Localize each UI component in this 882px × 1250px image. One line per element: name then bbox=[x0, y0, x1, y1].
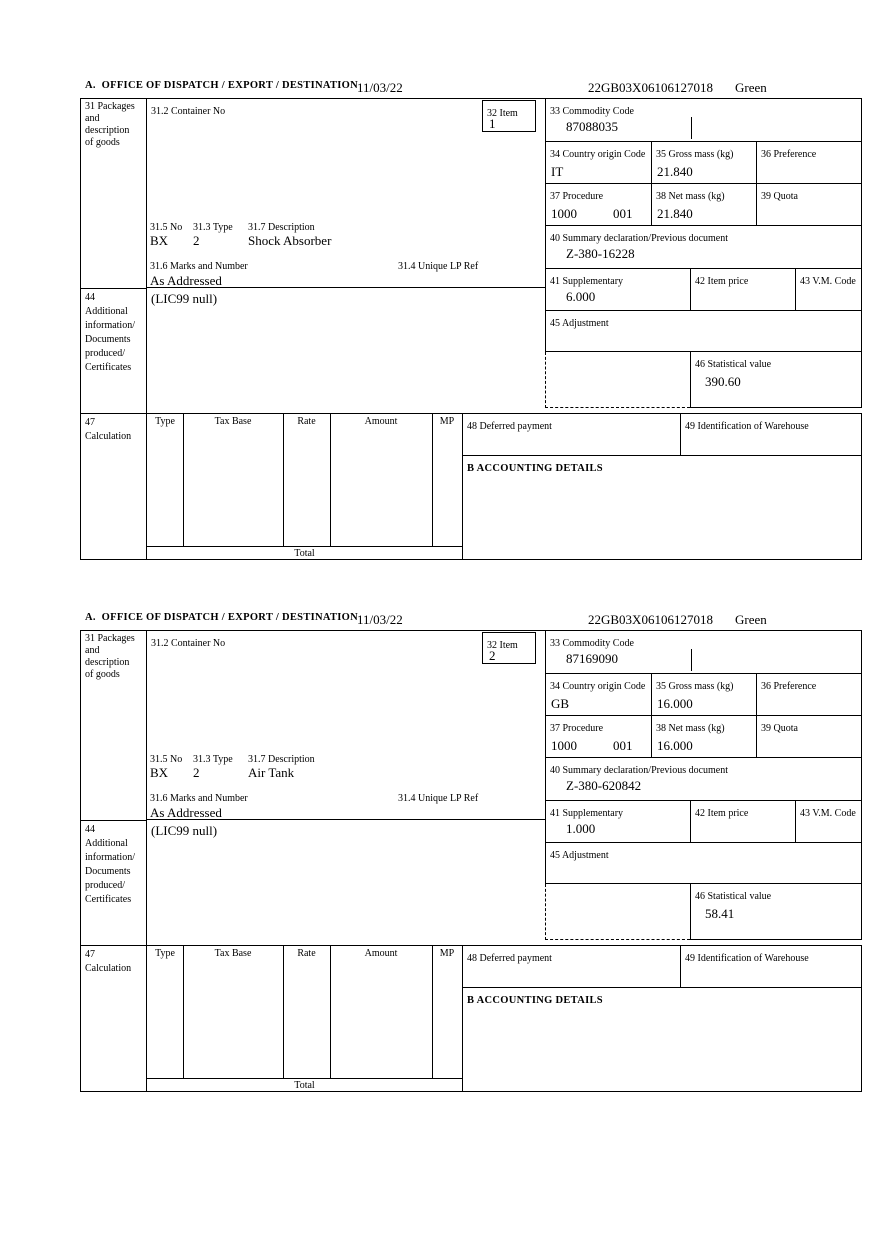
procedure-extra-value: 001 bbox=[613, 206, 633, 221]
box-48-label: 48 Deferred payment bbox=[467, 421, 552, 432]
package-type-value: 2 bbox=[193, 233, 200, 248]
calc-column-divider bbox=[283, 946, 284, 1078]
box-46-label: 46 Statistical value bbox=[695, 359, 772, 370]
box-38-label: 38 Net mass (kg) bbox=[656, 723, 725, 734]
box-40-label: 40 Summary declaration/Previous document bbox=[550, 233, 729, 244]
box-43-label: 43 V.M. Code bbox=[800, 808, 856, 819]
commodity-code-value: 87169090 bbox=[566, 651, 618, 666]
box-31-7-label: 31.7 Description bbox=[248, 222, 315, 233]
box-34-label: 34 Country origin Code bbox=[550, 681, 646, 692]
box-46-label: 46 Statistical value bbox=[695, 891, 772, 902]
routing-status: Green bbox=[735, 612, 767, 627]
box-31-packages-label-cell bbox=[80, 630, 147, 820]
box-31-2-label: 31.2 Container No bbox=[151, 638, 226, 649]
box-33-label: 33 Commodity Code bbox=[550, 106, 634, 117]
section-b-header: B ACCOUNTING DETAILS bbox=[467, 995, 603, 1006]
box-39-quota-cell bbox=[756, 715, 862, 757]
box-48-label: 48 Deferred payment bbox=[467, 953, 552, 964]
supplementary-units-value: 6.000 bbox=[566, 289, 596, 304]
box-31-label-line4: of goods bbox=[85, 137, 120, 148]
net-mass-value: 16.000 bbox=[657, 738, 693, 753]
box-47-calculation-table bbox=[147, 945, 462, 1092]
box-35-label: 35 Gross mass (kg) bbox=[656, 149, 734, 160]
box-37-procedure-cell bbox=[545, 715, 651, 757]
box-43-label: 43 V.M. Code bbox=[800, 276, 856, 287]
country-origin-value: IT bbox=[551, 164, 564, 179]
supplementary-units-value: 1.000 bbox=[566, 821, 596, 836]
box-40-summary-declaration-cell bbox=[545, 225, 862, 268]
box-41-supplementary-cell bbox=[545, 268, 690, 310]
box-48-deferred-payment-cell bbox=[462, 413, 680, 455]
box-31-4-label: 31.4 Unique LP Ref bbox=[398, 793, 479, 804]
section-b-header: B ACCOUNTING DETAILS bbox=[467, 463, 603, 474]
box-38-net-mass-cell bbox=[651, 183, 756, 225]
box-47-label-line1: 47 bbox=[85, 417, 95, 428]
commodity-code-separator-tick bbox=[691, 649, 692, 671]
box-49-label: 49 Identification of Warehouse bbox=[685, 953, 809, 964]
calc-header-amount: Amount bbox=[364, 948, 398, 959]
box-33-commodity-code-cell bbox=[545, 98, 862, 141]
gross-mass-value: 16.000 bbox=[657, 696, 693, 711]
additional-documents-value: (LIC99 null) bbox=[151, 291, 218, 306]
section-b-accounting-details-cell bbox=[462, 455, 862, 560]
box-47-label-line2: Calculation bbox=[85, 963, 132, 974]
calc-column-divider bbox=[183, 414, 184, 546]
box-31-6-label: 31.6 Marks and Number bbox=[150, 261, 248, 272]
box-47-calculation-label-cell bbox=[80, 945, 147, 1092]
box-39-label: 39 Quota bbox=[761, 723, 798, 734]
box-44-label-line2: Additional bbox=[85, 838, 128, 849]
box-44-additional-info-label-cell bbox=[80, 820, 147, 945]
gross-mass-value: 21.840 bbox=[657, 164, 693, 179]
box-33-commodity-code-cell bbox=[545, 630, 862, 673]
declaration-item-section-2 bbox=[80, 612, 862, 1092]
calc-header-mp: MP bbox=[439, 948, 455, 959]
box-45-adjustment-cell bbox=[545, 310, 862, 352]
goods-description-value: Air Tank bbox=[248, 765, 295, 780]
section-a-header: A. OFFICE OF DISPATCH / EXPORT / DESTINATION bbox=[85, 612, 359, 623]
box-49-warehouse-cell bbox=[680, 945, 862, 987]
box-45-continuation-dashed-area bbox=[545, 884, 690, 940]
item-number-value: 1 bbox=[489, 116, 496, 131]
previous-document-value: Z-380-16228 bbox=[566, 246, 635, 261]
calc-header-type: Type bbox=[155, 948, 175, 959]
additional-documents-value: (LIC99 null) bbox=[151, 823, 218, 838]
routing-status: Green bbox=[735, 80, 767, 95]
box-31-label-line3: description bbox=[85, 657, 130, 668]
box-35-label: 35 Gross mass (kg) bbox=[656, 681, 734, 692]
box-43-vm-code-cell bbox=[795, 268, 862, 310]
box-42-label: 42 Item price bbox=[695, 808, 749, 819]
box-36-preference-cell bbox=[756, 141, 862, 183]
commodity-code-separator-tick bbox=[691, 117, 692, 139]
box-31-2-label: 31.2 Container No bbox=[151, 106, 226, 117]
statistical-value: 390.60 bbox=[705, 374, 741, 389]
mrn-number: 22GB03X06106127018 bbox=[588, 612, 713, 627]
item-number-value: 2 bbox=[489, 648, 496, 663]
procedure-value: 1000 bbox=[551, 738, 577, 753]
box-48-deferred-payment-cell bbox=[462, 945, 680, 987]
box-44-additional-info-value-area bbox=[147, 820, 545, 945]
box-47-label-line1: 47 bbox=[85, 949, 95, 960]
box-44-label-line4: Documents bbox=[85, 334, 131, 345]
box-31-5-label: 31.5 No bbox=[150, 754, 183, 765]
country-origin-value: GB bbox=[551, 696, 570, 711]
box-31-label-line4: of goods bbox=[85, 669, 120, 680]
section-b-accounting-details-cell bbox=[462, 987, 862, 1092]
calc-header-amount: Amount bbox=[364, 416, 398, 427]
procedure-value: 1000 bbox=[551, 206, 577, 221]
box-45-label: 45 Adjustment bbox=[550, 318, 609, 329]
calc-total-row: Total bbox=[147, 1078, 462, 1093]
box-47-calculation-table bbox=[147, 413, 462, 560]
box-31-6-label: 31.6 Marks and Number bbox=[150, 793, 248, 804]
box-42-label: 42 Item price bbox=[695, 276, 749, 287]
box-31-label-line1: 31 Packages bbox=[85, 101, 135, 112]
calc-header-tax-base: Tax Base bbox=[214, 416, 252, 427]
box-44-label-line6: Certificates bbox=[85, 894, 132, 905]
box-46-statistical-value-cell bbox=[690, 884, 862, 940]
box-32-item-cell bbox=[482, 632, 536, 664]
box-39-label: 39 Quota bbox=[761, 191, 798, 202]
calc-total-row: Total bbox=[147, 546, 462, 561]
declaration-item-section-1 bbox=[80, 80, 862, 560]
procedure-extra-value: 001 bbox=[613, 738, 633, 753]
box-37-label: 37 Procedure bbox=[550, 723, 604, 734]
box-41-supplementary-cell bbox=[545, 800, 690, 842]
calc-header-tax-base: Tax Base bbox=[214, 948, 252, 959]
package-type-value: 2 bbox=[193, 765, 200, 780]
calc-column-divider bbox=[183, 946, 184, 1078]
box-36-label: 36 Preference bbox=[761, 681, 817, 692]
box-31-label-line2: and bbox=[85, 645, 100, 656]
box-31-4-label: 31.4 Unique LP Ref bbox=[398, 261, 479, 272]
box-44-label-line1: 44 bbox=[85, 824, 95, 835]
box-31-label-line1: 31 Packages bbox=[85, 633, 135, 644]
dispatch-date: 11/03/22 bbox=[357, 80, 403, 95]
previous-document-value: Z-380-620842 bbox=[566, 778, 642, 793]
calc-column-divider bbox=[432, 946, 433, 1078]
box-31-5-label: 31.5 No bbox=[150, 222, 183, 233]
commodity-code-value: 87088035 bbox=[566, 119, 618, 134]
box-44-label-line1: 44 bbox=[85, 292, 95, 303]
box-36-label: 36 Preference bbox=[761, 149, 817, 160]
goods-description-value: Shock Absorber bbox=[248, 233, 332, 248]
box-41-label: 41 Supplementary bbox=[550, 276, 624, 287]
box-42-item-price-cell bbox=[690, 800, 795, 842]
box-40-label: 40 Summary declaration/Previous document bbox=[550, 765, 729, 776]
box-34-label: 34 Country origin Code bbox=[550, 149, 646, 160]
box-44-label-line5: produced/ bbox=[85, 880, 125, 891]
box-49-label: 49 Identification of Warehouse bbox=[685, 421, 809, 432]
box-49-warehouse-cell bbox=[680, 413, 862, 455]
mrn-number: 22GB03X06106127018 bbox=[588, 80, 713, 95]
marks-value: As Addressed bbox=[150, 805, 222, 820]
box-34-country-origin-cell bbox=[545, 141, 651, 183]
calc-column-divider bbox=[330, 414, 331, 546]
box-45-label: 45 Adjustment bbox=[550, 850, 609, 861]
calc-column-divider bbox=[432, 414, 433, 546]
box-37-label: 37 Procedure bbox=[550, 191, 604, 202]
box-44-label-line2: Additional bbox=[85, 306, 128, 317]
box-32-label: 32 Item bbox=[487, 108, 518, 119]
dispatch-date: 11/03/22 bbox=[357, 612, 403, 627]
calc-header-type: Type bbox=[155, 416, 175, 427]
box-32-item-cell bbox=[482, 100, 536, 132]
statistical-value: 58.41 bbox=[705, 906, 735, 921]
box-32-label: 32 Item bbox=[487, 640, 518, 651]
box-33-label: 33 Commodity Code bbox=[550, 638, 634, 649]
box-34-country-origin-cell bbox=[545, 673, 651, 715]
net-mass-value: 21.840 bbox=[657, 206, 693, 221]
box-45-adjustment-cell bbox=[545, 842, 862, 884]
box-40-summary-declaration-cell bbox=[545, 757, 862, 800]
box-44-label-line3: information/ bbox=[85, 852, 135, 863]
box-36-preference-cell bbox=[756, 673, 862, 715]
box-41-label: 41 Supplementary bbox=[550, 808, 624, 819]
marks-value: As Addressed bbox=[150, 273, 222, 288]
box-35-gross-mass-cell bbox=[651, 141, 756, 183]
box-39-quota-cell bbox=[756, 183, 862, 225]
box-35-gross-mass-cell bbox=[651, 673, 756, 715]
box-45-continuation-dashed-area bbox=[545, 352, 690, 408]
box-38-net-mass-cell bbox=[651, 715, 756, 757]
box-47-label-line2: Calculation bbox=[85, 431, 132, 442]
calc-header-rate: Rate bbox=[297, 948, 316, 959]
box-44-label-line5: produced/ bbox=[85, 348, 125, 359]
box-43-vm-code-cell bbox=[795, 800, 862, 842]
package-no-value: BX bbox=[150, 765, 169, 780]
box-37-procedure-cell bbox=[545, 183, 651, 225]
package-no-value: BX bbox=[150, 233, 169, 248]
box-44-label-line6: Certificates bbox=[85, 362, 132, 373]
box-38-label: 38 Net mass (kg) bbox=[656, 191, 725, 202]
box-44-label-line3: information/ bbox=[85, 320, 135, 331]
box-44-label-line4: Documents bbox=[85, 866, 131, 877]
box-31-label-line3: description bbox=[85, 125, 130, 136]
box-44-additional-info-label-cell bbox=[80, 288, 147, 413]
calc-column-divider bbox=[283, 414, 284, 546]
box-31-7-label: 31.7 Description bbox=[248, 754, 315, 765]
calc-column-divider bbox=[330, 946, 331, 1078]
box-31-packages-label-cell bbox=[80, 98, 147, 288]
section-a-header: A. OFFICE OF DISPATCH / EXPORT / DESTINATION bbox=[85, 80, 359, 91]
calc-header-rate: Rate bbox=[297, 416, 316, 427]
box-31-label-line2: and bbox=[85, 113, 100, 124]
box-42-item-price-cell bbox=[690, 268, 795, 310]
box-46-statistical-value-cell bbox=[690, 352, 862, 408]
box-47-calculation-label-cell bbox=[80, 413, 147, 560]
box-31-3-label: 31.3 Type bbox=[193, 222, 233, 233]
calc-header-mp: MP bbox=[439, 416, 455, 427]
box-31-3-label: 31.3 Type bbox=[193, 754, 233, 765]
box-44-additional-info-value-area bbox=[147, 288, 545, 413]
